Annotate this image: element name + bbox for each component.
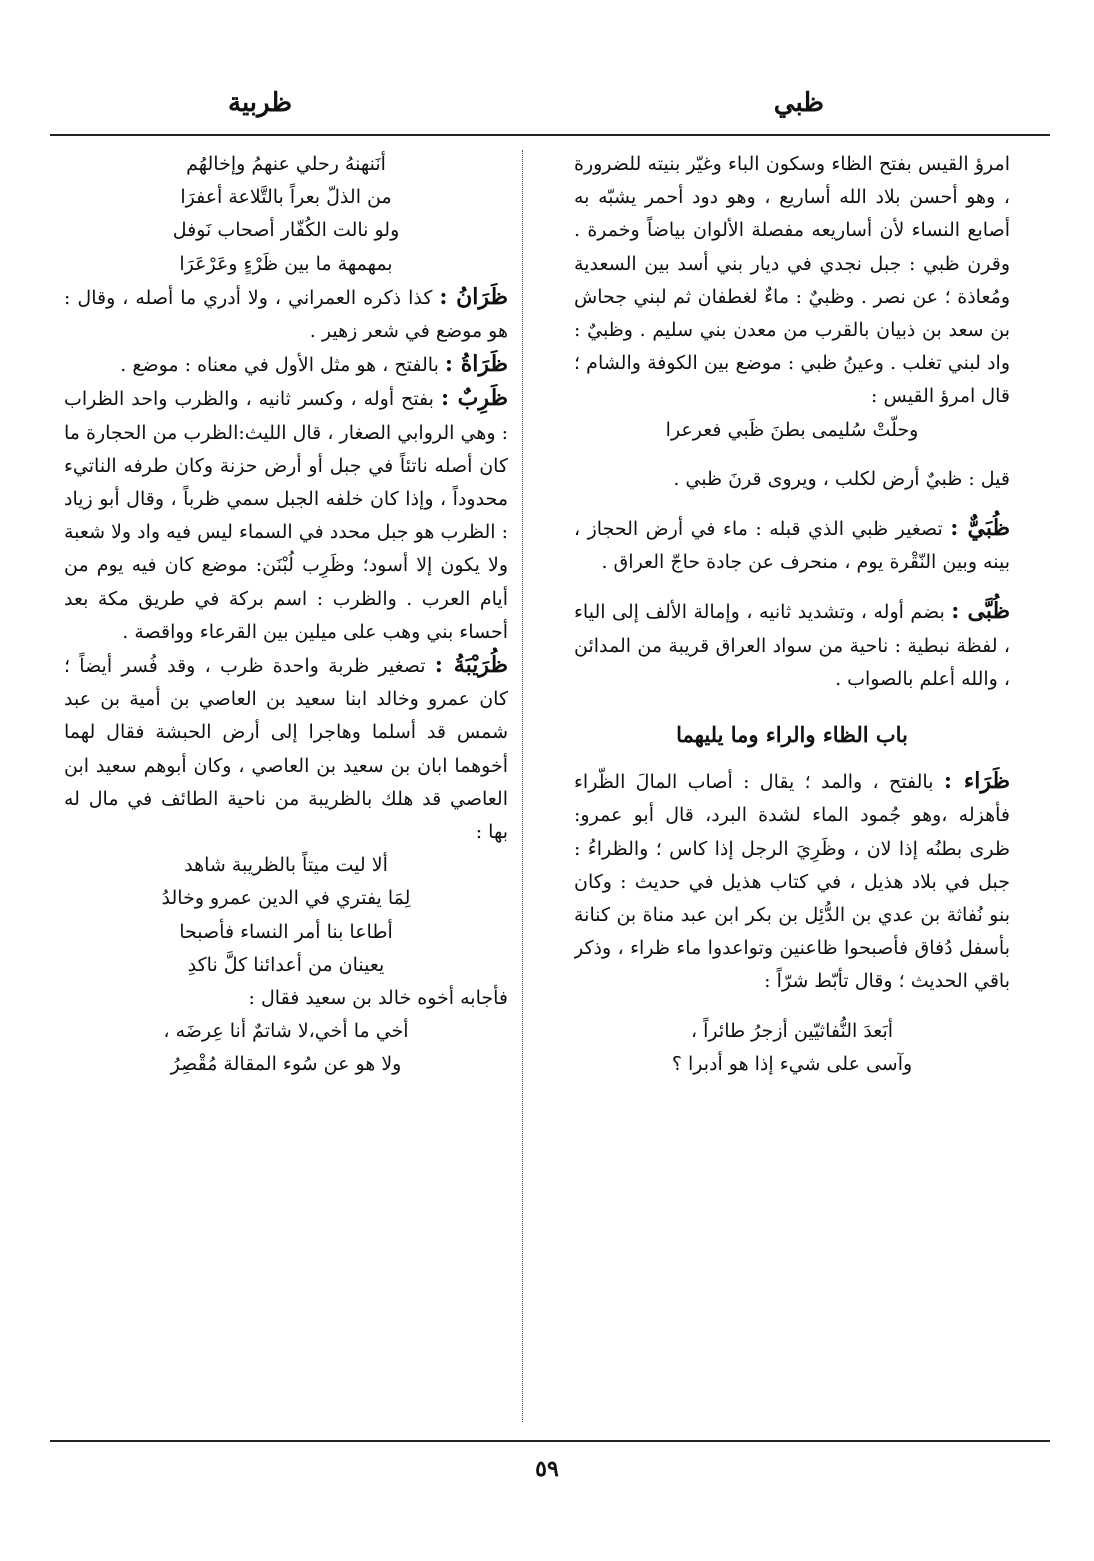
- verse-line: أنَنهنهُ رحلي عنهمُ وإخالهُم: [186, 153, 386, 175]
- entry-text: بضم أوله ، وتشديد ثانيه ، وإمالة الألف إلى الياء ، لفظة نبطية : ناحية من سواد العراق قريبة من المدائن ، والله أعلم بالصواب .: [574, 601, 1010, 690]
- bottom-rule: [50, 1440, 1050, 1442]
- top-rule: [50, 134, 1050, 136]
- spacer: [574, 999, 1010, 1015]
- left-column: [64, 148, 508, 1428]
- paragraph: فأجابه أخوه خالد بن سعيد فقال :: [248, 987, 508, 1010]
- verse-line: أطاعا بنا أمر النساء فأصبحا: [179, 920, 393, 943]
- paragraph: امرؤ القيس بفتح الظاء وسكون الباء وغيّر بنيته للضرورة ، وهو أحسن بلاد الله أساريع ، وهو دود أحمر يشبّه به أصابع النساء لأن أساريعه مفصلة الألوان بياضاً وخمرة . وقرن ظبي : جبل نجدي في ديار بني أسد بين السعدية ومُعاذة ؛ عن نصر . وظبيٌ : ماءٌ لغطفان ثم لبني جحاش بن سعد بن ذبيان بالقرب من معدن بني سليم . وظبيٌ : واد لبني تغلب . وعينُ ظبي : موضع بين الكوفة والشام ؛ قال امرؤ القيس :: [574, 153, 1010, 408]
- page-number: ٥٩: [535, 1456, 559, 1482]
- entry-text: كذا ذكره العمراني ، ولا أدري ما أصله ، وقال : هو موضع في شعر زهير .: [64, 286, 508, 343]
- verse-line: وحلّتْ سُليمى بطنَ ظَبي فعرعرا: [665, 418, 919, 441]
- verse-line: وآسى على شيء إذا هو أدبرا ؟: [671, 1052, 913, 1075]
- dictionary-entry: [574, 512, 1010, 579]
- entry-headword: ظُبَيٌّ :: [950, 515, 1010, 542]
- entry-headword: ظَرَانُ :: [439, 283, 508, 310]
- verse-line: ألا ليت ميتاً بالظريبة شاهد: [184, 854, 388, 877]
- entry-text: تصغير ظربة واحدة ظرب ، وقد فُسر أيضاً ؛ كان عمرو وخالد ابنا سعيد بن العاصي بن أمية بن عبد شمس قد أسلما وهاجرا إلى أرض الحبشة فقال لهما أخوهما ابان بن سعيد بن العاصي ، وكان أبوهم سعيد ابن العاصي قد هلك بالظريبة من ناحية الطائف في مال له بها :: [64, 655, 508, 844]
- verse-line: يعينان من أعدائنا كلَّ ناكدِ: [187, 953, 385, 976]
- dictionary-entry: [574, 595, 1010, 696]
- right-column: [574, 148, 1010, 1428]
- section-title: باب الظاء والراء وما يليهما: [676, 722, 908, 748]
- dictionary-entry: [64, 281, 508, 348]
- column-divider: [522, 150, 523, 1422]
- verse-line: أخي ما أخي،لا شاتمٌ أنا عِرضَه ،: [163, 1020, 409, 1043]
- entry-text: بالفتح ، والمد ؛ يقال : أصاب المالَ الظّراء فأهزله ،وهو جُمود الماء لشدة البرد، قال أبو عمرو: ظرى بطنُه إذا لان ، وظَرِيَ الرجل إذا كاس ؛ والظراءُ : جبل في بلاد هذيل ، في كتاب هذيل في حديث : وكان بنو نُفاثة بن عدي بن الدُّئِل بن بكر ابن عبد مناة بن كنانة بأسفل دُفاق فأصبحوا ظاعنين وتواعدوا ماء ظراء ، وذكر باقي الحديث ؛ وقال تأبّط شرّاً :: [574, 771, 1010, 993]
- verse-line: بمهمهة ما بين ظَرْءٍ وعَرْعَرَا: [179, 252, 393, 275]
- entry-headword: ظُبَّى :: [951, 598, 1010, 625]
- dictionary-entry: [574, 765, 1010, 998]
- entry-headword: ظُرَيْبَةُ :: [434, 652, 508, 679]
- entry-text: بفتح أوله ، وكسر ثانيه ، والظرب واحد الظراب : وهي الروابي الصغار ، قال الليث:الظرب من الحجارة ما كان أصله ناتئاً في جبل أو أرض حزنة وكان طرفه الناتيء محدوداً ، وإذا كان خلفه الجبل سمي ظرباً ، وقال أبو زياد : الظرب هو جبل محدد في السماء ليس فيه واد ولا شعبة ولا يكون إلا أسود؛ وظَرِب لُبْنَن: موضع كان فيه يوم من أيام العرب . والظرب : اسم بركة في طريق مكة بعد أحساء بني وهب على ميلين بين القرعاء وواقصة .: [64, 388, 508, 643]
- paragraph: قيل : ظبيٌ أرض لكلب ، ويروى قرنَ ظبي .: [673, 467, 1010, 490]
- verse-line: أبَعدَ النُّفاثيّين أزجرُ طائراً ،: [690, 1019, 894, 1042]
- dictionary-entry: [64, 348, 508, 382]
- dictionary-entry: [64, 649, 508, 849]
- dictionary-entry: [64, 382, 508, 649]
- verse-line: ولو نالت الكُفّار أصحاب نَوفل: [172, 219, 400, 242]
- entry-headword: ظَرَاةُ :: [444, 351, 508, 378]
- entry-text: بالفتح ، هو مثل الأول في معناه : موضع .: [120, 354, 445, 377]
- running-header-left: ظربية: [228, 88, 293, 118]
- verse-line: لِمَا يفتري في الدين عمرو وخالدُ: [161, 887, 411, 910]
- spacer: [574, 579, 1010, 595]
- verse-line: ولا هو عن سُوء المقالة مُقْصِرُ: [170, 1053, 402, 1076]
- entry-text: تصغير ظبي الذي قبله : ماء في أرض الحجاز ، بينه وبين النّقْرة يوم ، منحرف عن جادة حاجّ العراق .: [574, 518, 1010, 574]
- spacer: [574, 496, 1010, 512]
- running-header-right: ظبي: [773, 88, 824, 118]
- entry-headword: ظَرَاء :: [943, 768, 1010, 795]
- entry-headword: ظَرِبٌ :: [440, 385, 508, 412]
- spacer: [574, 447, 1010, 463]
- verse-line: من الذلّ بعراً بالتَّلاعة أعفرَا: [180, 186, 392, 209]
